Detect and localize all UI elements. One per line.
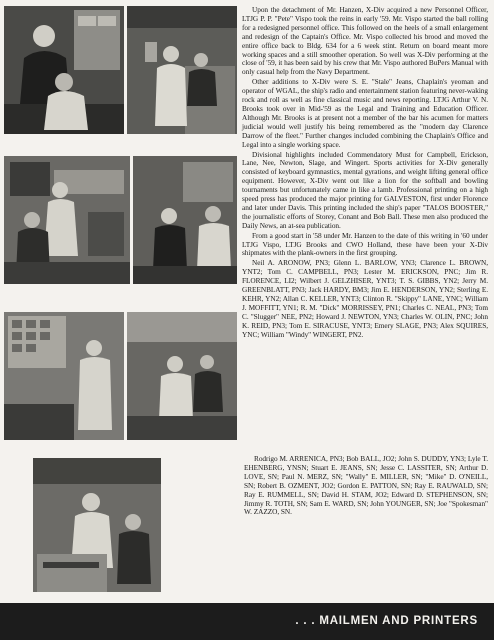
photo-office-desk-right xyxy=(127,6,237,134)
roster-column-bottom xyxy=(244,455,488,518)
article-paragraph: Divisional highlights included Commendatory Must for Campbell, Erickson, Lane, Nee, Newton, Slage, and Wingert. Sports activities for X-Div generally consisted of keyboard gymnastics, mental gyrations, and weight lifting general office equipment. However, X-Div went out like a lion for the softball and bowling tournaments but unfortunately came in like a lamb. Professional printing on a high speed press has produced the major printing for GALVESTON, first under Florence and later under Davis. This printing included the ship's paper "TALOS BOOSTER," the journalistic efforts of Storey, Conant and Bob Ball. These men also produced the Daily News, an at-sea publication. xyxy=(242,149,488,230)
article-paragraph: Other additions to X-Div were S. E. "Stale" Jeans, Chaplain's yeoman and operator of WGAL, the ship's radio and entertainment station featuring never-waking rock and roll as well as fine classical music and news reporting. LTJG Arthur V. N. Brooks took over in Mid-'59 as the Legal and Training and Education Officer. Although Mr. Brooks is at present not a member of the bar his acumen for matters judicial would well justify his being remembered as the "modern day Clarence Darrow of the fleet." Further changes included combining the Chaplain's Office and Legal into a single working space. xyxy=(242,77,488,149)
photo-mail-room-left xyxy=(4,312,124,440)
section-title: . . . MAILMEN AND PRINTERS xyxy=(295,615,478,627)
photo-print-shop xyxy=(33,458,161,592)
photo-mail-room-right xyxy=(127,312,237,440)
footer-bar xyxy=(0,603,494,640)
photo-office-desk-left xyxy=(4,6,124,134)
roster-group-one: Neil A. ARONOW, PN3; Glenn L. BARLOW, YN3; Clarence L. BROWN, YNT2; Tom C. CAMPBELL, PN3; Lester M. ERICKSON, PNC; Jim R. FLORENCE, LI2; Wilbert J. GELZHISER, YNT3; T. S. GIBBS, YN2; Jerry M. GREENBLATT, PN3; Jack HARDY, BM3; Jim E. HENDERSON, YN2; Sterling E. KEHR, YN2; Allan C. KELLER, YNT3; Clinton R. "Skippy" LANE, YNC; William J. MOFFITT, YN1; R. M. "Dick" MORRISSEY, PN1; Charles C. NEAL, PN3; Tom C. "Slugger" NEE, PN2; Howard J. NEWTON, YN3; Charles W. OLIN, PNC; John K. REID, PN3; Tom E. SIRACUSE, YNT3; Emery SLAGE, PN3; Alex SQUIRES, YNC; William "Windy" WINGERT, PN2. xyxy=(242,258,488,339)
article-paragraph: From a good start in '58 under Mr. Hanzen to the date of this writing in '60 under LTJG Vispo, LTJG Brooks and CWO Holland, these have been your X-Div shipmates with the plank-owners in the first grouping. xyxy=(242,230,488,258)
article-paragraph: Upon the detachment of Mr. Hanzen, X-Div acquired a new Personnel Officer, LTJG P. P. "Pete" Vispo took the reins in early '59. Mr. Vispo started the ball rolling for a redesigned personnel office. This followed on the heels of a small enlargement and redesign of the Captain's Office. Mr. Vispo collected his brood and moved the entire office back to Bldg. 634 for a 6 week stint. Return on board meant more working spaces and a still smoother operation. So well was X-Div performing at the close of '59, it has been said by his crew that Mr. Vispo authored BuPers Manual with only casual help from the Navy Department. xyxy=(242,5,488,77)
article-text-column xyxy=(242,6,488,341)
photo-radio-room-left xyxy=(4,156,130,284)
photo-radio-room-right xyxy=(133,156,237,284)
roster-group-two: Rodrigo M. ARRENICA, PN3; Bob BALL, JO2; John S. DUDDY, YN3; Lyle T. EHENBERG, YNSN; Stuart E. JEANS, SN; Jesse C. LASSITER, SN; Arthur D. LOVE, SN; Paul N. MERZ, SN; "Wally" E. MILLER, SN; "Mike" D. O'NEILL, SN; Robert B. OZMENT, JO2; Gordon E. PATTON, SN; Ray E. RAUWALD, SN; Ray E. RUMMELL, SN; David H. STAM, JO2; Edward D. STEPHENSON, SN; Jimmy R. TOTH, SN; Sam E. WARD, SN; John YOUNGER, SN; Joe "Spokesman" W. ZAZZO, SN. xyxy=(244,454,488,517)
